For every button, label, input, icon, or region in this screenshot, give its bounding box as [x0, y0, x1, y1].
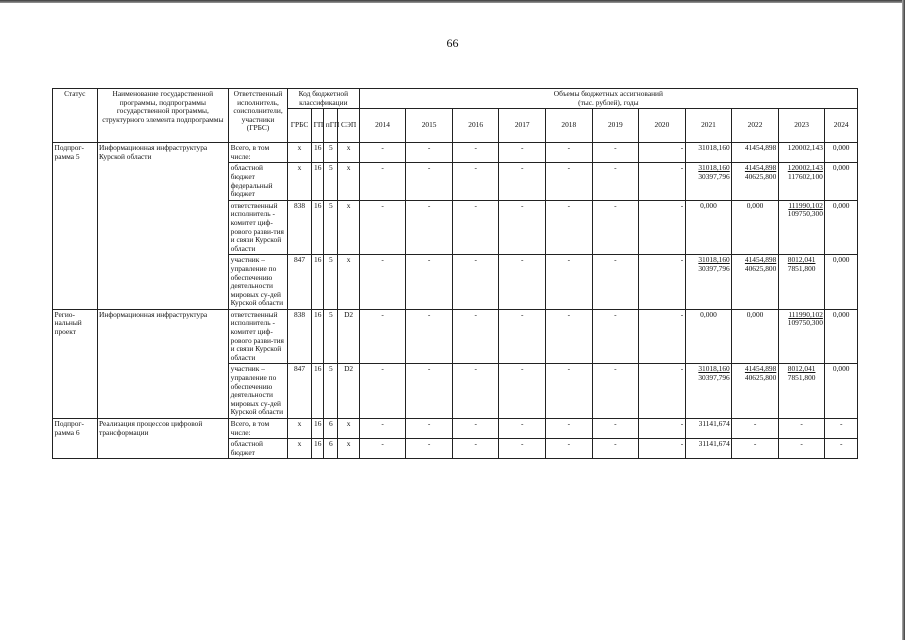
header-row-1: [53, 89, 858, 109]
year-cell: -: [452, 163, 499, 200]
sep-cell: х: [338, 163, 359, 200]
value-2021-federal: 30397,796: [698, 171, 730, 181]
value-2023: 111990,102: [788, 200, 823, 210]
responsible-cell: Всего, в том числе:: [229, 419, 288, 439]
year-cell: -: [592, 309, 639, 364]
value-2023: 111990,102: [788, 309, 823, 319]
year-cell-2022: [732, 143, 779, 163]
value-2023: 120002,143: [787, 163, 823, 173]
year-cell: -: [359, 364, 406, 419]
year-cell: -: [639, 255, 686, 310]
year-cell: -: [452, 364, 499, 419]
year-cell-2022: [732, 163, 779, 200]
year-cell-2021: 31141,674: [685, 439, 732, 459]
year-cell: -: [499, 364, 546, 419]
header-year: 2017: [499, 109, 546, 143]
year-cell: -: [406, 364, 453, 419]
year-cell-2024: 0,000: [825, 364, 858, 419]
sep-cell: х: [338, 419, 359, 439]
year-cell: -: [499, 200, 546, 255]
scan-edge-top: [0, 0, 905, 3]
year-cell-2023: -: [778, 439, 825, 459]
grbs-cell: х: [287, 419, 311, 439]
value-2021: 31018,160: [698, 143, 730, 153]
year-cell-2021: 0,000: [685, 309, 732, 364]
year-cell: -: [592, 143, 639, 163]
year-cell: -: [592, 255, 639, 310]
value-2021-federal: 30397,796: [698, 373, 730, 383]
year-cell: -: [406, 200, 453, 255]
header-year: 2023: [778, 109, 825, 143]
table-row: [53, 309, 858, 364]
value-2021-federal: 30397,796: [698, 263, 730, 273]
responsible-cell: ответственный исполнитель - комитет циф-рового разви-тия и связи Курской области: [229, 200, 288, 255]
value-2022-federal: 40625,800: [744, 171, 777, 181]
year-cell: -: [359, 255, 406, 310]
status-cell: Регио-нальный проект: [53, 309, 98, 418]
value-2023-federal: 109750,300: [787, 318, 823, 328]
year-cell: -: [359, 439, 406, 459]
year-cell-2024: -: [825, 439, 858, 459]
header-year: 2014: [359, 109, 406, 143]
grbs-cell: 847: [287, 255, 311, 310]
pgp-cell: 5: [324, 364, 338, 419]
year-cell: -: [499, 163, 546, 200]
value-2021: 31018,160: [698, 255, 730, 265]
responsible-cell: участник – управление по обеспечению деятельности мировых су-дей Курской области: [229, 364, 288, 419]
header-pgp: пГП: [324, 109, 338, 143]
header-sep: СЭП: [338, 109, 359, 143]
value-2021: 31018,160: [698, 364, 730, 374]
year-cell: -: [452, 439, 499, 459]
year-cell-2024: 0,000: [825, 255, 858, 310]
grbs-cell: 838: [287, 200, 311, 255]
year-cell-2022: -: [732, 419, 779, 439]
year-cell: -: [499, 309, 546, 364]
header-year: 2016: [452, 109, 499, 143]
header-volume: [359, 89, 857, 109]
value-2023: 120002,143: [787, 143, 823, 153]
year-cell: -: [499, 143, 546, 163]
name-cell: Информационная инфраструктура: [97, 309, 229, 418]
value-2023-federal: 7851,800: [787, 373, 816, 383]
responsible-cell: Всего, в том числе:: [229, 143, 288, 163]
year-cell: -: [592, 200, 639, 255]
year-cell-2022: [732, 364, 779, 419]
status-cell: Подпрог-рамма 5: [53, 143, 98, 310]
pgp-cell: 5: [324, 163, 338, 200]
value-2022: 41454,898: [744, 143, 777, 153]
value-2022: 41454,898: [744, 255, 777, 265]
header-name: Наименование государственной программы, подпрограммы государственной программы, структурного элемента подпрограммы: [97, 89, 229, 143]
gp-cell: 16: [312, 439, 324, 459]
value-2022: 41454,898: [744, 163, 777, 173]
pgp-cell: 5: [324, 255, 338, 310]
year-cell-2021: [685, 143, 732, 163]
header-gp: ГП: [312, 109, 324, 143]
year-cell: -: [639, 143, 686, 163]
gp-cell: 16: [312, 143, 324, 163]
gp-cell: 16: [312, 255, 324, 310]
name-cell: Информационная инфраструктура Курской области: [97, 143, 229, 310]
year-cell: -: [639, 419, 686, 439]
sep-cell: х: [338, 255, 359, 310]
year-cell: -: [546, 309, 593, 364]
year-cell: -: [639, 163, 686, 200]
year-cell-2022: -: [732, 439, 779, 459]
budget-table: [52, 88, 858, 459]
year-cell: -: [406, 439, 453, 459]
year-cell-2021: [685, 163, 732, 200]
header-volume-line2: (тыс. рублей), годы: [578, 97, 639, 107]
year-cell-2024: -: [825, 419, 858, 439]
year-cell: -: [546, 439, 593, 459]
year-cell: -: [546, 143, 593, 163]
year-cell: -: [546, 255, 593, 310]
year-cell-2023: [778, 309, 825, 364]
year-cell-2024: 0,000: [825, 200, 858, 255]
gp-cell: 16: [312, 163, 324, 200]
year-cell: -: [359, 200, 406, 255]
year-cell: -: [546, 200, 593, 255]
year-cell-2023: [778, 364, 825, 419]
year-cell: -: [546, 419, 593, 439]
value-2022-federal: 40625,800: [744, 373, 777, 383]
value-2023: 8012,041: [787, 255, 816, 265]
year-cell: -: [499, 255, 546, 310]
grbs-cell: х: [287, 163, 311, 200]
gp-cell: 16: [312, 200, 324, 255]
year-cell: -: [406, 255, 453, 310]
sep-cell: х: [338, 143, 359, 163]
year-cell: -: [639, 200, 686, 255]
year-cell: -: [639, 309, 686, 364]
grbs-cell: х: [287, 143, 311, 163]
grbs-cell: 838: [287, 309, 311, 364]
page-number: 66: [446, 36, 459, 50]
year-cell: -: [452, 200, 499, 255]
header-year: 2019: [592, 109, 639, 143]
year-cell: -: [359, 309, 406, 364]
year-cell-2023: [778, 255, 825, 310]
year-cell: -: [592, 163, 639, 200]
year-cell-2021: 0,000: [685, 200, 732, 255]
year-cell: -: [592, 419, 639, 439]
gp-cell: 16: [312, 364, 324, 419]
year-cell: -: [406, 309, 453, 364]
year-cell-2023: -: [778, 419, 825, 439]
year-cell: -: [499, 439, 546, 459]
responsible-cell: областной бюджет федеральный бюджет: [229, 163, 288, 200]
pgp-cell: 5: [324, 309, 338, 364]
year-cell-2022: 0,000: [732, 200, 779, 255]
status-cell: Подпрог-рамма 6: [53, 419, 98, 459]
header-year: 2018: [546, 109, 593, 143]
sep-cell: D2: [338, 309, 359, 364]
value-2022-federal: 40625,800: [744, 263, 777, 273]
header-year: 2024: [825, 109, 858, 143]
header-grbs: ГРБС: [287, 109, 311, 143]
table-row: [53, 143, 858, 163]
sep-cell: х: [338, 439, 359, 459]
year-cell: -: [546, 364, 593, 419]
year-cell: -: [359, 163, 406, 200]
header-year: 2020: [639, 109, 686, 143]
year-cell: -: [359, 143, 406, 163]
year-cell-2024: 0,000: [825, 309, 858, 364]
header-responsible: Ответственный исполнитель, соисполнители, участники (ГРБС): [229, 89, 288, 143]
pgp-cell: 5: [324, 143, 338, 163]
year-cell-2022: 0,000: [732, 309, 779, 364]
year-cell-2023: [778, 163, 825, 200]
year-cell: -: [406, 163, 453, 200]
pgp-cell: 6: [324, 439, 338, 459]
responsible-cell: участник – управление по обеспечению деятельности мировых су-дей Курской области: [229, 255, 288, 310]
year-cell: -: [406, 419, 453, 439]
header-code-group: Код бюджетной классификации: [287, 89, 359, 109]
name-cell: Реализация процессов цифровой трансформации: [97, 419, 229, 459]
year-cell-2023: [778, 200, 825, 255]
year-cell-2021: 31141,674: [685, 419, 732, 439]
header-year: 2022: [732, 109, 779, 143]
year-cell-2022: [732, 255, 779, 310]
year-cell: -: [639, 439, 686, 459]
pgp-cell: 5: [324, 200, 338, 255]
header-status: Статус: [53, 89, 98, 143]
value-2023-federal: 109750,300: [787, 209, 823, 219]
value-2023: 8012,041: [787, 364, 816, 374]
header-year: 2021: [685, 109, 732, 143]
table-row: [53, 419, 858, 439]
gp-cell: 16: [312, 419, 324, 439]
responsible-cell: областной бюджет: [229, 439, 288, 459]
pgp-cell: 6: [324, 419, 338, 439]
year-cell: -: [452, 255, 499, 310]
sep-cell: D2: [338, 364, 359, 419]
value-2023-federal: 7851,800: [787, 263, 816, 273]
sep-cell: х: [338, 200, 359, 255]
year-cell: -: [406, 143, 453, 163]
year-cell: -: [592, 439, 639, 459]
grbs-cell: 847: [287, 364, 311, 419]
year-cell: -: [592, 364, 639, 419]
value-2021: 31018,160: [698, 163, 730, 173]
value-2022: 41454,898: [744, 364, 777, 374]
year-cell: -: [452, 309, 499, 364]
year-cell: -: [359, 419, 406, 439]
grbs-cell: х: [287, 439, 311, 459]
year-cell-2024: 0,000: [825, 143, 858, 163]
header-volume-line1: Объемы бюджетных ассигнований: [553, 89, 663, 98]
year-cell: -: [639, 364, 686, 419]
year-cell: -: [452, 419, 499, 439]
year-cell-2021: [685, 255, 732, 310]
year-cell-2024: 0,000: [825, 163, 858, 200]
responsible-cell: ответственный исполнитель - комитет циф-рового разви-тия и связи Курской области: [229, 309, 288, 364]
year-cell-2023: [778, 143, 825, 163]
gp-cell: 16: [312, 309, 324, 364]
year-cell: -: [546, 163, 593, 200]
value-2023-federal: 117602,100: [788, 171, 823, 181]
header-year: 2015: [406, 109, 453, 143]
year-cell-2021: [685, 364, 732, 419]
year-cell: -: [452, 143, 499, 163]
year-cell: -: [499, 419, 546, 439]
